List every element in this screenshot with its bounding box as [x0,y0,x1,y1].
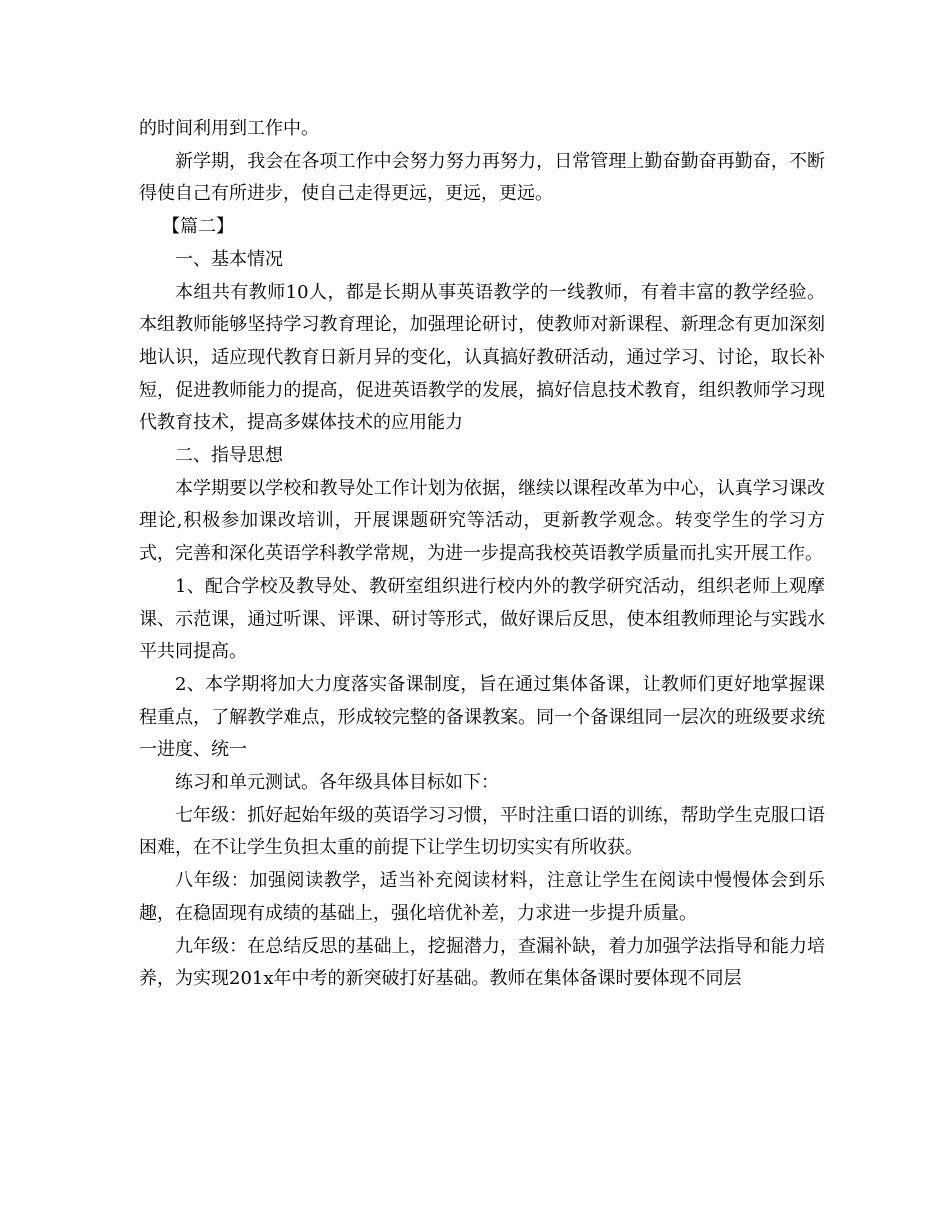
paragraph-continuation: 的时间利用到工作中。 [139,118,319,139]
paragraph-grade-targets-intro: 练习和单元测试。各年级具体目标如下： [175,772,499,794]
paragraph-new-semester: 新学期，我会在各项工作中会努力努力再努力，日常管理上勤奋勤奋再勤奋，不断得使自己有所进步，使自己走得更远，更远，更远。 [139,150,825,205]
paragraph-basic-situation: 本组共有教师10人，都是长期从事英语教学的一线教师，有着丰富的教学经验。本组教师能够坚持学习教育理论，加强理论研讨，使教师对新课程、新理念有更加深刻地认识，适应现代教育日新月异的变化，认真搞好教研活动，通过学习、讨论，取长补短，促进教师能力的提高，促进英语教学的发展，搞好信息技术教育，组织教师学习现代教育技术，提高多媒体技术的应用能力 [139,281,825,434]
paragraph-grade-8: 八年级：加强阅读教学，适当补充阅读材料，注意让学生在阅读中慢慢体会到乐趣，在稳固现有成绩的基础上，强化培优补差，力求进一步提升质量。 [139,870,825,924]
list-item-1: 1、配合学校及教导处、教研室组织进行校内外的教学研究活动，组织老师上观摩课、示范课，通过听课、评课、研讨等形式，做好课后反思，使本组教师理论与实践水平共同提高。 [139,575,825,663]
list-item-2: 2、本学期将加大力度落实备课制度，旨在通过集体备课，让教师们更好地掌握课程重点，了解教学难点，形成较完整的备课教案。同一个备课组同一层次的班级要求统一进度、统一 [139,673,825,761]
paragraph-grade-9: 九年级：在总结反思的基础上，挖掘潜力，查漏补缺，着力加强学法指导和能力培养，为实现201x年中考的新突破打好基础。教师在集体备课时要体现不同层 [139,935,825,990]
paragraph-guiding-thought: 本学期要以学校和教导处工作计划为依据，继续以课程改革为中心，认真学习课改理论,积极参加课改培训，开展课题研究等活动，更新教学观念。转变学生的学习方式，完善和深化英语学科教学常规，为进一步提高我校英语教学质量而扎实开展工作。 [139,477,825,565]
paragraph-grade-7: 七年级：抓好起始年级的英语学习习惯，平时注重口语的训练，帮助学生克服口语困难，在不让学生负担太重的前提下让学生切切实实有所收获。 [139,804,825,859]
document-body [139,113,825,996]
heading-basic-situation: 一、基本情况 [175,248,283,270]
section-heading-part-two: 【篇二】 [162,216,234,238]
heading-guiding-thought: 二、指导思想 [175,445,283,467]
